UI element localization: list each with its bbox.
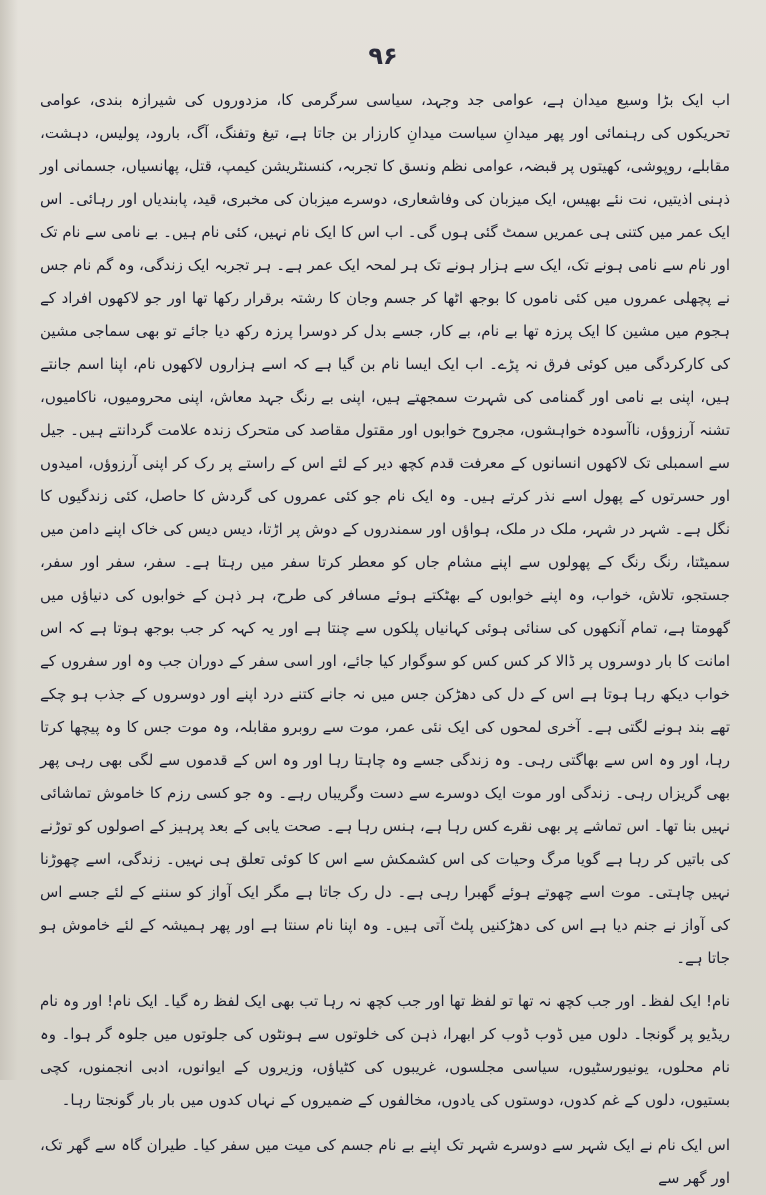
body-text — [40, 84, 730, 1195]
page-number: ۹۶ — [368, 42, 398, 70]
paragraph-3: اس ایک نام نے ایک شہر سے دوسرے شہر تک اپنے بے نام جسم کی میت میں سفر کیا۔ طیران گاہ سے گھر تک، اور گھر سے — [40, 1136, 730, 1187]
paragraph-2: نام! ایک لفظ۔ اور جب کچھ نہ تھا تو لفظ تھا اور جب کچھ نہ رہا تب بھی ایک لفظ رہ گیا۔ ایک نام! اور وہ نام ریڈیو پر گونجا۔ دلوں میں ڈوب ڈوب کر ابھرا، ذہن کی خلوتوں سے ہونٹوں کی جلوتوں میں جلوہ گر ہوا۔ وہ نام محلوں، یونیورسٹیوں، سیاسی مجلسوں، غریبوں کی کٹیاؤں، وزیروں کے ایوانوں، ادبی انجمنوں، کچی بستیوں، دلوں کے غم کدوں، دوستوں کی یادوں، مخالفوں کے ضمیروں کے نہاں کدوں میں بار بار گونجتا رہا۔ — [40, 992, 730, 1109]
paragraph-1: اب ایک بڑا وسیع میدان ہے، عوامی جد وجہد، سیاسی سرگرمی کا، مزدوروں کی شیرازہ بندی، عوامی تحریکوں کی رہنمائی اور پھر میدانِ سیاست میدانِ کارزار بن جاتا ہے، تیغ وتفنگ، آگ، بارود، پولیس، دہشت، مقابلے، روپوشی، کھیتوں پر قبضہ، عوامی نظم ونسق کا تجربہ، کنسنٹریشن کیمپ، قتل، پھانسیاں، جسمانی اور ذہنی اذیتیں، نت نئے بھیس، ایک میزبان کی وفاشعاری، دوسرے میزبان کی مخبری، قید، پابندیاں اور رہائی۔ اس ایک عمر میں کتنی ہی عمریں سمٹ گئی ہوں گی۔ اب اس کا ایک نام نہیں، کئی نام ہیں۔ بے نامی سے نام تک اور نام سے نامی ہونے تک، ایک سے ہزار ہونے تک ہر لمحہ ایک عمر ہے۔ ہر تجربہ ایک زندگی، وہ گم نام جس نے پچھلی عمروں میں کئی ناموں کا بوجھ اٹھا کر جسم وجان کا رشتہ برقرار رکھا تھا اور جو لاکھوں افراد کے ہجوم میں مشین کا ایک پرزہ تھا بے نام، بے کار، جسے بدل کر دوسرا پرزہ رکھ دیا جائے تو بھی سماجی مشین کی کارکردگی میں کوئی فرق نہ پڑے۔ اب ایک ایسا نام بن گیا ہے کہ اسے ہزاروں لاکھوں نام، اپنا اسم جانتے ہیں، اپنی بے نامی اور گمنامی کی شہرت سمجھتے ہیں، اپنی بے رنگ جہد معاش، اپنی محرومیوں، ناکامیوں، تشنہ آرزوؤں، ناآسودہ خواہشوں، مجروح خوابوں اور مقتول مقاصد کی متحرک زندہ علامت گردانتے ہیں۔ جیل سے اسمبلی تک لاکھوں انسانوں کے معرفت قدم کچھ دیر کے لئے اس کے راستے پر رک کر اپنی آرزوؤں، امیدوں اور حسرتوں کے پھول اسے نذر کرتے ہیں۔ وہ ایک نام جو کئی عمروں کی گردش کا حاصل، کئی زندگیوں کا نگل ہے۔ شہر در شہر، ملک در ملک، ہواؤں اور سمندروں کے دوش پر اڑتا، دیس دیس کی خاک اپنے دامن میں سمیٹتا، رنگ رنگ کے پھولوں سے اپنے مشام جاں کو معطر کرتا سفر میں رہتا ہے۔ سفر، سفر اور سفر، جستجو، تلاش، خواب، وہ اپنے خوابوں کے بھٹکتے ہوئے مسافر کی طرح، ہر ذہن کے خوابوں کی دنیاؤں میں گھومتا ہے، تمام آنکھوں کی سنائی ہوئی کہانیاں پلکوں سے چنتا ہے اور یہ کہہ کر جب بوجھ ہوتا ہے کہ اس امانت کا بار دوسروں پر ڈالا کر کس کس کو سوگوار کیا جائے، اور اسی سفر کے دوران جب وہ اور سفروں کے خواب دیکھ رہا ہوتا ہے اس کے دل کی دھڑکن جس میں نہ جانے کتنے درد اپنے اور دوسروں کے جذب ہو چکے تھے بند ہونے لگتی ہے۔ آخری لمحوں کی ایک نئی عمر، موت سے روبرو مقابلہ، وہ موت جس کا وہ پیچھا کرتا رہا، اور وہ اس سے بھاگتی رہی۔ وہ زندگی جسے وہ چاہتا رہا اور وہ اس کے قدموں سے لگی بھی رہی پھر بھی گریزاں رہی۔ زندگی اور موت ایک دوسرے سے دست وگریباں رہے۔ وہ جو کسی رزم کا خاموش تماشائی نہیں بنا تھا۔ اس تماشے پر بھی نقرے کس رہا ہے، ہنس رہا ہے۔ صحت یابی کے بعد پرہیز کے اصولوں کو توڑنے کی باتیں کر رہا ہے گویا مرگ وحیات کی اس کشمکش سے اس کا کوئی تعلق ہی نہیں۔ زندگی، اسے چھوڑنا نہیں چاہتی۔ موت اسے چھوتے ہوئے گھبرا رہی ہے۔ دل رک جاتا ہے مگر ایک آواز کو سننے کے لئے جسے اس کی آواز نے جنم دیا ہے اس کی دھڑکنیں پلٹ آتی ہیں۔ وہ اپنا نام سنتا ہے اور پھر ہمیشہ کے لئے خاموش ہو جاتا ہے۔ — [40, 91, 730, 967]
